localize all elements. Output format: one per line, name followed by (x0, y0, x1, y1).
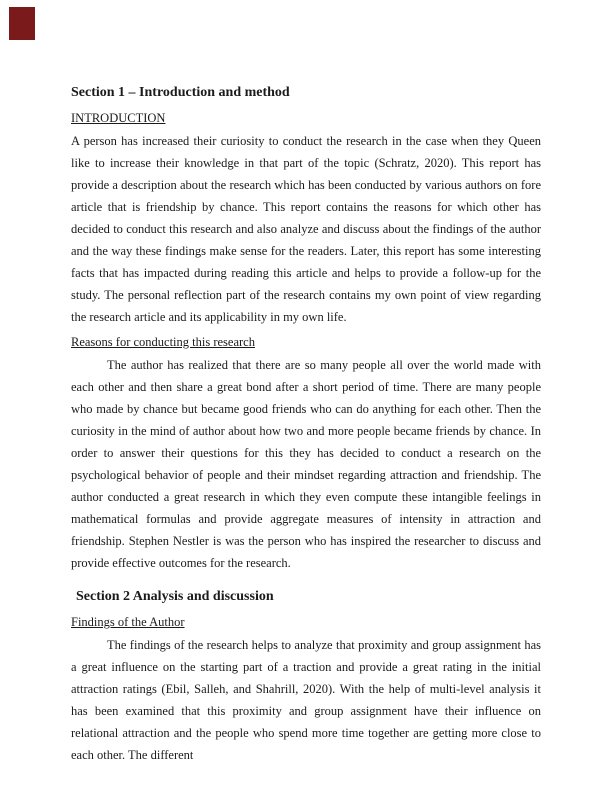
document-page (71, 82, 541, 766)
paragraph-reasons-for-research: The author has realized that there are so many people all over the world made with each other and then share a great bond after a short period of time. There are many people who made by chance but became good friends who can do anything for each other. Then the curiosity in the mind of author about how two and more people became friends by chance. In order to answer their questions for this they has decided to conduct a research on the psychological behavior of people and their mindset regarding attraction and friendship. The author conducted a great research in which they even compute these intangible feelings in mathematical formulas and provide aggregate measures of intensity in attraction and friendship. Stephen Nestler is was the person who has inspired the researcher to discuss and provide effective outcomes for the research. (71, 358, 541, 570)
section-1-heading: Section 1 – Introduction and method (71, 85, 290, 100)
section-2-heading: Section 2 Analysis and discussion (76, 589, 274, 604)
paragraph-findings-of-author: The findings of the research helps to analyze that proximity and group assignment has a great influence on the starting part of a traction and provide a great rating in the initial attraction ratings (Ebil, Salleh, and Shahrill, 2020). With the help of multi-level analysis it has been examined that this proximity and group assignment have their influence on relational attraction and the people who spend more time together are getting more close to each other. The different (71, 638, 541, 762)
subheading-findings-of-author: Findings of the Author (71, 615, 185, 629)
page-corner-marker (9, 7, 35, 40)
subheading-introduction: INTRODUCTION (71, 111, 166, 125)
subheading-reasons-for-research: Reasons for conducting this research (71, 335, 255, 349)
paragraph-introduction: A person has increased their curiosity to conduct the research in the case when they Queen like to increase their knowledge in that part of the topic (Schratz, 2020). This report has provide a description about the research which has been conducted by various authors on fore article that is friendship by chance. This report contains the reasons for which other has decided to conduct this research and also analyze and discuss about the findings of the author and the way these findings make sense for the readers. Later, this report has some interesting facts that has impacted during reading this article and helps to provide a follow-up for the study. The personal reflection part of the research contains my own point of view regarding the research article and its applicability in my own life. (71, 134, 541, 324)
